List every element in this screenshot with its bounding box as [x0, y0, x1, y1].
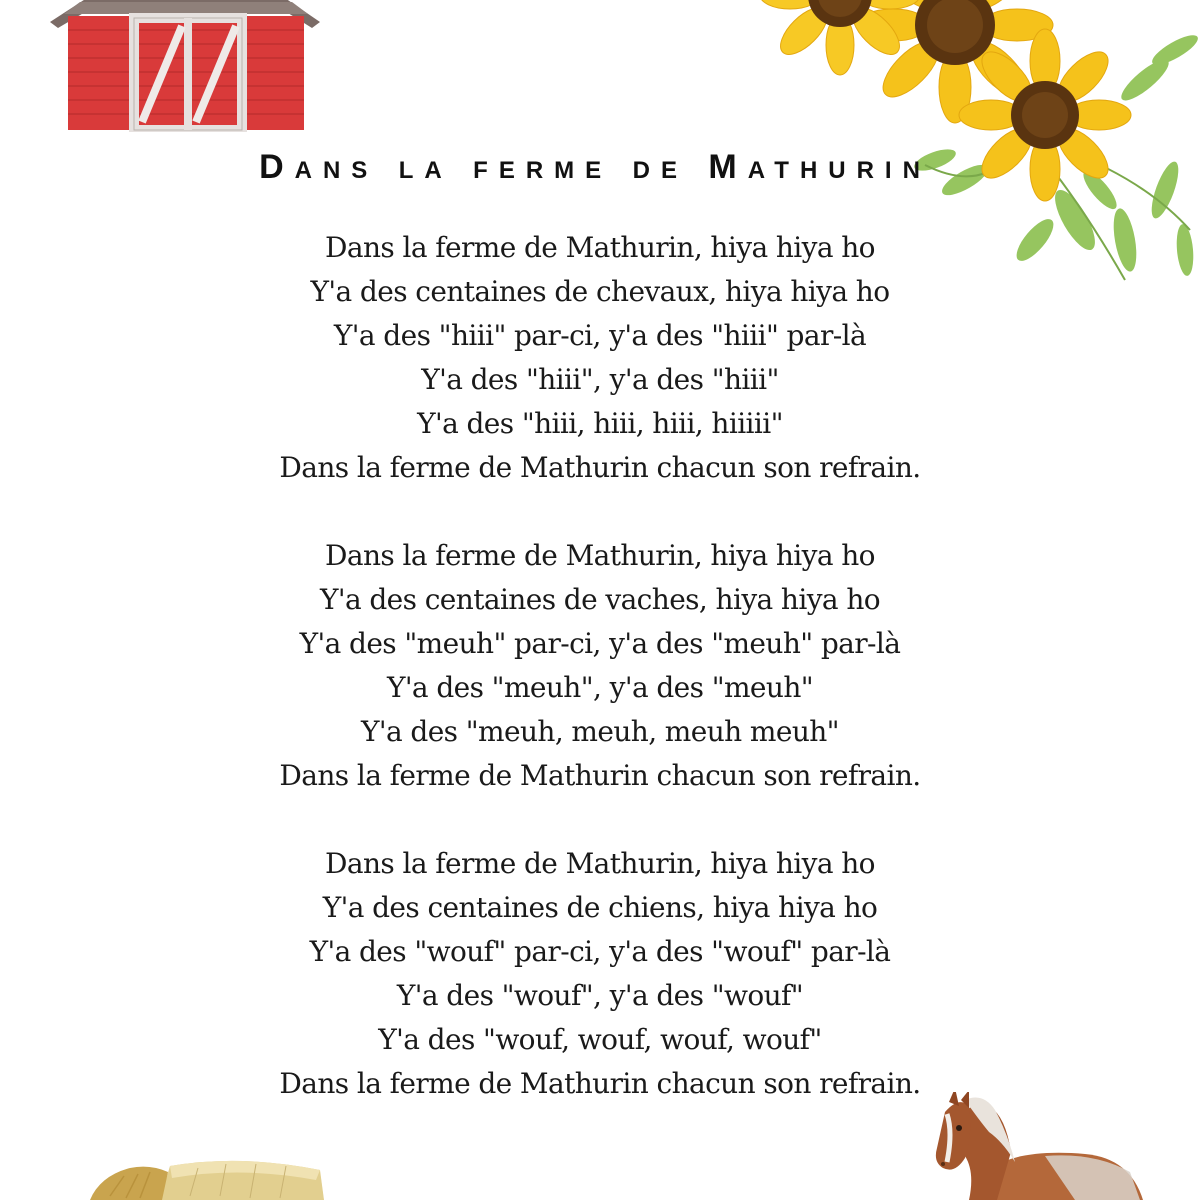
lyric-line: Dans la ferme de Mathurin chacun son refrain.	[279, 1067, 921, 1100]
lyric-line: Dans la ferme de Mathurin, hiya hiya ho	[325, 231, 875, 264]
song-title: Dans la ferme de Mathurin	[259, 148, 931, 186]
verse-3	[0, 842, 1200, 1106]
lyric-line: Y'a des "wouf", y'a des "wouf"	[396, 979, 804, 1012]
verse-2	[0, 534, 1200, 798]
lyric-line: Y'a des centaines de chevaux, hiya hiya ho	[310, 275, 890, 308]
lyric-line: Y'a des "wouf, wouf, wouf, wouf"	[378, 1023, 822, 1056]
lyric-line: Y'a des "meuh, meuh, meuh meuh"	[361, 715, 839, 748]
lyric-line: Y'a des "hiii", y'a des "hiii"	[421, 363, 779, 396]
verse-1	[0, 226, 1200, 490]
lyric-line: Dans la ferme de Mathurin, hiya hiya ho	[325, 539, 875, 572]
lyric-line: Y'a des "meuh", y'a des "meuh"	[386, 671, 814, 704]
lyric-line: Y'a des centaines de vaches, hiya hiya ho	[319, 583, 881, 616]
lyric-line: Y'a des centaines de chiens, hiya hiya ho	[322, 891, 878, 924]
lyric-line: Dans la ferme de Mathurin chacun son refrain.	[279, 759, 921, 792]
hay-bale-illustration	[90, 1156, 330, 1200]
lyric-line: Y'a des "hiii" par-ci, y'a des "hiii" par-là	[333, 319, 867, 352]
lyric-line: Dans la ferme de Mathurin, hiya hiya ho	[325, 847, 875, 880]
lyrics	[0, 226, 1200, 1150]
lyric-line: Y'a des "meuh" par-ci, y'a des "meuh" par-là	[299, 627, 901, 660]
horse-illustration	[925, 1092, 1155, 1200]
lyric-line: Y'a des "wouf" par-ci, y'a des "wouf" par-là	[309, 935, 891, 968]
lyric-line: Y'a des "hiii, hiii, hiii, hiiiii"	[417, 407, 783, 440]
lyric-line: Dans la ferme de Mathurin chacun son refrain.	[279, 451, 921, 484]
barn-illustration	[50, 0, 322, 132]
